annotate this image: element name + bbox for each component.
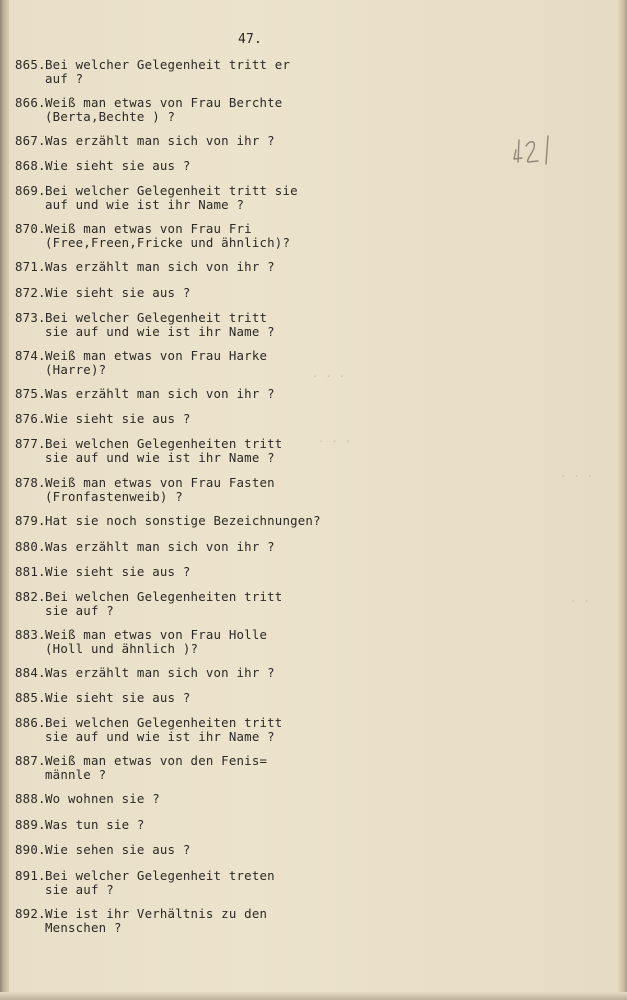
question-number: 865. (15, 57, 46, 72)
question-line (15, 666, 275, 680)
question-item (15, 260, 275, 274)
question-item (15, 590, 282, 617)
question-number: 878. (15, 475, 46, 490)
bleed-through-mark: · · · (560, 470, 594, 483)
question-line (15, 184, 298, 198)
question-number: 885. (15, 690, 46, 705)
bleed-through-mark: · · · (312, 370, 346, 383)
question-item (15, 754, 267, 781)
question-text: Bei welchen Gelegenheiten tritt (45, 436, 283, 451)
question-number: 870. (15, 221, 46, 236)
question-item (15, 666, 275, 680)
question-line (15, 387, 275, 401)
question-line (15, 412, 191, 426)
question-item (15, 476, 275, 503)
question-item (15, 691, 191, 705)
question-line (15, 514, 321, 528)
question-number: 879. (15, 513, 46, 528)
question-line (15, 349, 267, 363)
question-number: 886. (15, 715, 46, 730)
question-text: Wie sieht sie aus ? (45, 285, 191, 300)
question-text: Bei welcher Gelegenheit tritt er (45, 57, 291, 72)
question-text: Wie ist ihr Verhältnis zu den (45, 906, 268, 921)
question-item (15, 628, 267, 655)
question-text-continued: (Harre)? (45, 361, 107, 377)
question-text: Weiß man etwas von Frau Harke (45, 348, 268, 363)
question-line (15, 818, 145, 832)
question-line (15, 869, 275, 883)
question-item (15, 818, 145, 832)
question-item (15, 514, 321, 528)
question-text: Was erzählt man sich von ihr ? (45, 539, 275, 554)
question-line (15, 58, 290, 72)
question-text-continued: sie auf und wie ist ihr Name ? (45, 728, 275, 744)
page-bottom-edge (0, 992, 627, 1000)
bleed-through-mark: · · (570, 595, 590, 608)
bleed-through-mark: · · · (318, 435, 352, 448)
question-text-continued: Menschen ? (45, 919, 122, 935)
question-number: 866. (15, 95, 46, 110)
question-text: Weiß man etwas von Frau Fasten (45, 475, 275, 490)
question-number: 869. (15, 183, 46, 198)
question-text-continued: sie auf ? (45, 602, 114, 618)
question-line (15, 222, 290, 236)
question-number: 889. (15, 817, 46, 832)
question-number: 891. (15, 868, 46, 883)
question-line (15, 716, 282, 730)
question-line (15, 540, 275, 554)
question-text-continued: männle ? (45, 766, 107, 782)
question-number: 884. (15, 665, 46, 680)
question-item (15, 792, 160, 806)
question-item (15, 843, 191, 857)
question-number: 876. (15, 411, 46, 426)
question-text: Was erzählt man sich von ihr ? (45, 133, 275, 148)
question-text: Was tun sie ? (45, 817, 145, 832)
page-right-edge (617, 0, 627, 1000)
question-line (15, 691, 191, 705)
question-number: 877. (15, 436, 46, 451)
question-number: 873. (15, 310, 46, 325)
question-number: 882. (15, 589, 46, 604)
question-text: Wie sieht sie aus ? (45, 411, 191, 426)
question-item (15, 311, 275, 338)
question-line (15, 286, 191, 300)
question-item (15, 907, 267, 934)
question-number: 880. (15, 539, 46, 554)
question-item (15, 58, 290, 85)
question-line (15, 565, 191, 579)
question-number: 883. (15, 627, 46, 642)
question-item (15, 540, 275, 554)
question-text: Bei welchen Gelegenheiten tritt (45, 715, 283, 730)
question-text: Weiß man etwas von den Fenis= (45, 753, 268, 768)
question-text: Hat sie noch sonstige Bezeichnungen? (45, 513, 321, 528)
question-text: Wie sehen sie aus ? (45, 842, 191, 857)
question-line (15, 628, 267, 642)
question-line (15, 476, 275, 490)
question-text-continued: (Berta,Bechte ) ? (45, 108, 176, 124)
question-text: Wie sieht sie aus ? (45, 158, 191, 173)
question-text: Weiß man etwas von Frau Fri (45, 221, 252, 236)
question-text: Wie sieht sie aus ? (45, 564, 191, 579)
question-text-continued: sie auf und wie ist ihr Name ? (45, 449, 275, 465)
question-number: 867. (15, 133, 46, 148)
question-line (15, 260, 275, 274)
question-text: Was erzählt man sich von ihr ? (45, 259, 275, 274)
question-item (15, 716, 282, 743)
question-text-continued: auf ? (45, 70, 84, 86)
question-line (15, 907, 267, 921)
question-text: Wo wohnen sie ? (45, 791, 160, 806)
question-text: Weiß man etwas von Frau Berchte (45, 95, 283, 110)
question-text-continued: sie auf ? (45, 881, 114, 897)
question-text: Bei welchen Gelegenheiten tritt (45, 589, 283, 604)
question-number: 874. (15, 348, 46, 363)
question-text: Wie sieht sie aus ? (45, 690, 191, 705)
page-binding-edge (0, 0, 9, 1000)
question-number: 875. (15, 386, 46, 401)
pencil-annotation (510, 128, 558, 168)
question-text: Bei welcher Gelegenheit tritt (45, 310, 268, 325)
question-text: Was erzählt man sich von ihr ? (45, 665, 275, 680)
question-line (15, 134, 275, 148)
question-text-continued: (Free,Freen,Fricke und ähnlich)? (45, 234, 291, 250)
question-item (15, 184, 298, 211)
question-number: 868. (15, 158, 46, 173)
question-line (15, 792, 160, 806)
question-item (15, 222, 290, 249)
page-number: 47. (238, 32, 263, 47)
question-text: Bei welcher Gelegenheit tritt sie (45, 183, 298, 198)
question-line (15, 843, 191, 857)
question-text-continued: (Holl und ähnlich )? (45, 640, 199, 656)
question-text-continued: auf und wie ist ihr Name ? (45, 196, 245, 212)
question-text-continued: sie auf und wie ist ihr Name ? (45, 323, 275, 339)
question-item (15, 134, 275, 148)
question-number: 872. (15, 285, 46, 300)
question-number: 892. (15, 906, 46, 921)
question-line (15, 96, 282, 110)
question-line (15, 311, 275, 325)
question-item (15, 96, 282, 123)
question-text: Was erzählt man sich von ihr ? (45, 386, 275, 401)
question-item (15, 565, 191, 579)
question-line (15, 159, 191, 173)
question-text-continued: (Fronfastenweib) ? (45, 488, 183, 504)
question-number: 887. (15, 753, 46, 768)
question-item (15, 286, 191, 300)
question-line (15, 754, 267, 768)
question-item (15, 159, 191, 173)
question-item (15, 412, 191, 426)
question-text: Weiß man etwas von Frau Holle (45, 627, 268, 642)
question-number: 881. (15, 564, 46, 579)
question-item (15, 869, 275, 896)
question-line (15, 437, 282, 451)
question-number: 871. (15, 259, 46, 274)
question-item (15, 349, 267, 376)
question-number: 890. (15, 842, 46, 857)
question-number: 888. (15, 791, 46, 806)
question-text: Bei welcher Gelegenheit treten (45, 868, 275, 883)
question-item (15, 387, 275, 401)
question-line (15, 590, 282, 604)
question-item (15, 437, 282, 464)
